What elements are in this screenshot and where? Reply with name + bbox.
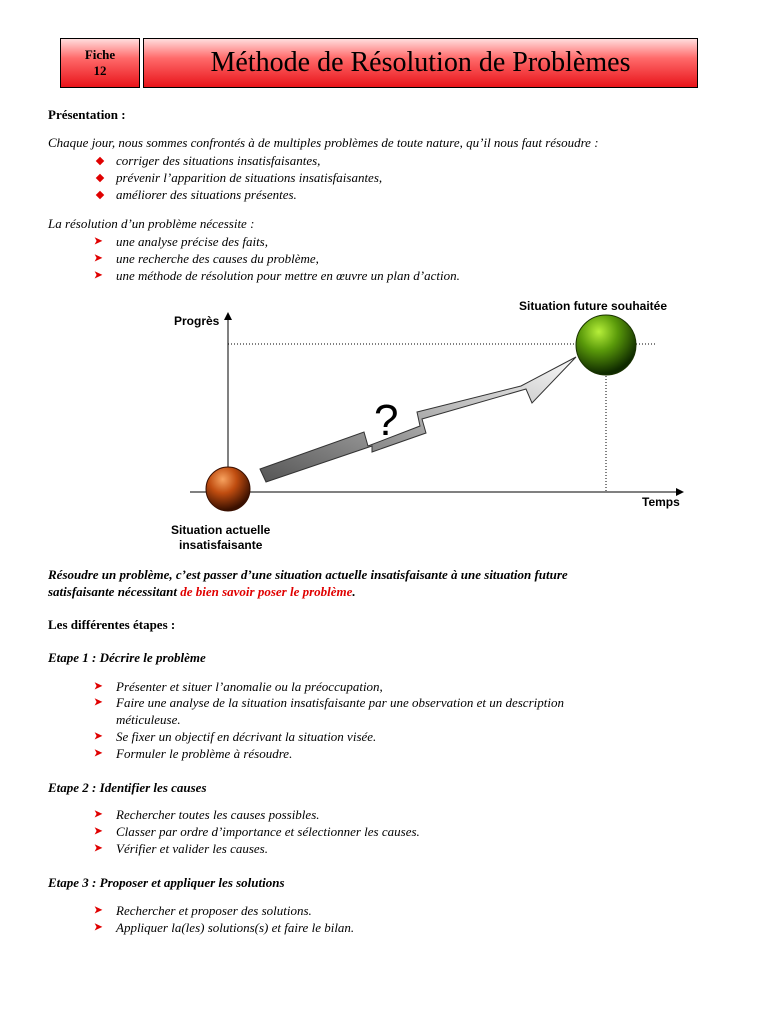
list-item-continued: méticuleuse. <box>116 712 181 727</box>
steps-heading: Les différentes étapes : <box>48 617 176 632</box>
list-item: une analyse précise des faits, <box>116 234 268 249</box>
arrow-bullet-icon: ➤ <box>94 826 103 837</box>
list-item: Rechercher et proposer des solutions. <box>116 903 312 918</box>
list-item: Se fixer un objectif en décrivant la situation visée. <box>116 729 377 744</box>
list-item: une recherche des causes du problème, <box>116 251 319 266</box>
list-item: Faire une analyse de la situation insatisfaisante par une observation et un description <box>116 695 564 710</box>
arrow-bullet-icon: ➤ <box>94 809 103 820</box>
y-axis-arrowhead-icon <box>224 312 232 320</box>
page-title: Méthode de Résolution de Problèmes <box>210 47 631 78</box>
x-axis-label: Temps <box>642 495 680 509</box>
summary-text: satisfaisante nécessitant <box>48 584 181 599</box>
arrow-bullet-icon: ➤ <box>94 236 103 247</box>
resolution-intro: La résolution d’un problème nécessite : <box>48 216 255 231</box>
list-item: une méthode de résolution pour mettre en œuvre un plan d’action. <box>116 268 460 283</box>
summary-line1: Résoudre un problème, c’est passer d’une situation actuelle insatisfaisante à une situation future <box>48 567 568 582</box>
presentation-intro: Chaque jour, nous sommes confrontés à de multiples problèmes de toute nature, qu’il nous faut résoudre : <box>48 135 599 150</box>
arrow-bullet-icon: ➤ <box>94 922 103 933</box>
current-situation-label-line2: insatisfaisante <box>179 538 263 552</box>
list-item: Classer par ordre d’importance et sélectionner les causes. <box>116 824 420 839</box>
summary-emphasis: de bien savoir poser le problème <box>180 584 353 599</box>
arrow-bullet-icon: ➤ <box>94 731 103 742</box>
presentation-heading: Présentation : <box>48 107 126 122</box>
list-item: Présenter et situer l’anomalie ou la préoccupation, <box>116 679 383 694</box>
fiche-number: 12 <box>93 63 107 78</box>
arrow-bullet-icon: ➤ <box>94 681 103 692</box>
list-item: Rechercher toutes les causes possibles. <box>116 807 320 822</box>
arrow-bullet-icon: ➤ <box>94 905 103 916</box>
fiche-label: Fiche <box>84 47 116 62</box>
step-3-title: Etape 3 : Proposer et appliquer les solutions <box>48 875 285 890</box>
list-item: Vérifier et valider les causes. <box>116 841 268 856</box>
arrow-bullet-icon: ➤ <box>94 748 103 759</box>
question-mark: ? <box>374 396 399 445</box>
list-item: prévenir l’apparition de situations insatisfaisantes, <box>116 170 383 185</box>
list-item: Appliquer la(les) solutions(s) et faire le bilan. <box>116 920 355 935</box>
list-item: Formuler le problème à résoudre. <box>116 746 293 761</box>
current-situation-sphere <box>206 467 250 511</box>
arrow-bullet-icon: ➤ <box>94 843 103 854</box>
progress-arrow <box>260 357 576 482</box>
arrow-bullet-icon: ➤ <box>94 253 103 264</box>
list-item: améliorer des situations présentes. <box>116 187 297 202</box>
y-axis-label: Progrès <box>174 314 220 328</box>
future-situation-sphere <box>576 315 636 375</box>
step-1-title: Etape 1 : Décrire le problème <box>48 650 206 665</box>
summary-line2 <box>48 584 356 600</box>
arrow-bullet-icon: ➤ <box>94 270 103 281</box>
future-situation-label: Situation future souhaitée <box>519 299 668 313</box>
list-item: corriger des situations insatisfaisantes, <box>116 153 321 168</box>
step-2-title: Etape 2 : Identifier les causes <box>48 780 207 795</box>
current-situation-label-line1: Situation actuelle <box>171 523 271 537</box>
summary-period: . <box>352 584 356 599</box>
arrow-bullet-icon: ➤ <box>94 697 103 708</box>
